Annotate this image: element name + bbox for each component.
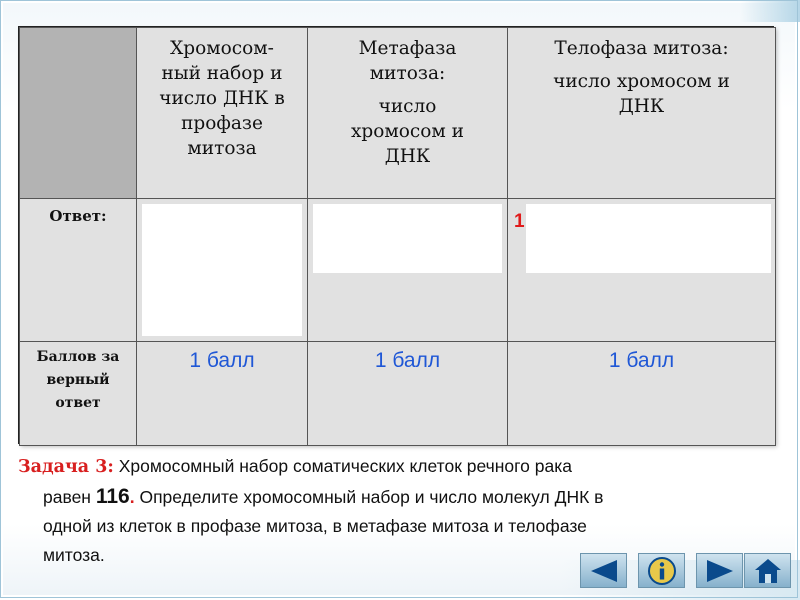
header-prophase-line: Хромосом-: [170, 38, 274, 59]
task-dot: .: [129, 487, 135, 507]
task-chromosome-number: 116: [95, 485, 130, 508]
score-row-label-cell: [20, 342, 137, 446]
header-prophase-line: митоза: [187, 138, 257, 159]
answer-telophase-field[interactable]: [526, 204, 771, 273]
mitosis-table: [18, 26, 774, 444]
score-row-label-line: Баллов за: [36, 349, 120, 365]
answer-telophase-cell: [508, 199, 776, 342]
home-button[interactable]: [744, 553, 791, 588]
answer-row-label-cell: [20, 199, 137, 342]
task-line-2-end: Определите хромосомный набор и число молекул ДНК в: [134, 487, 604, 507]
header-prophase-line: профазе: [181, 113, 263, 134]
task-line-4: митоза.: [43, 545, 105, 565]
header-telophase-line: число хромосом и: [553, 71, 730, 92]
header-prophase: [137, 28, 308, 199]
header-metaphase-line: хромосом и: [350, 121, 465, 142]
score-row-label-line: ответ: [55, 395, 101, 411]
score-telophase: 1 балл: [608, 349, 675, 372]
forward-button[interactable]: [696, 553, 743, 588]
answer-telophase-mark: 1: [514, 211, 525, 232]
forward-arrow-icon: [705, 559, 735, 583]
task-line-1: Хромосомный набор соматических клеток речного рака: [118, 456, 572, 476]
score-metaphase: 1 балл: [374, 349, 441, 372]
header-prophase-line: ный набор и: [161, 63, 283, 84]
home-icon: [753, 557, 783, 585]
header-metaphase-line: число: [378, 96, 437, 117]
answer-prophase-field[interactable]: [142, 204, 302, 336]
score-metaphase-cell: [308, 342, 508, 446]
score-row-label-line: верный: [46, 372, 110, 388]
task-line-2-start: равен: [43, 487, 96, 507]
answer-metaphase-field[interactable]: [313, 204, 502, 273]
header-metaphase-line: ДНК: [384, 146, 431, 167]
answer-prophase-cell: [137, 199, 308, 342]
task-title: Задача 3:: [18, 457, 114, 477]
header-telophase: [508, 28, 776, 199]
header-telophase-line: ДНК: [618, 96, 665, 117]
table-corner-cell: [20, 28, 137, 199]
header-metaphase-line: Метафаза: [358, 38, 457, 59]
score-telophase-cell: [508, 342, 776, 446]
info-icon: [647, 556, 677, 586]
info-button[interactable]: [638, 553, 685, 588]
header-telophase-line: Телофаза митоза:: [554, 38, 729, 59]
answer-row-label: Ответ:: [49, 207, 107, 225]
header-prophase-line: число ДНК в: [159, 88, 285, 109]
answer-metaphase-cell: [308, 199, 508, 342]
header-metaphase: [308, 28, 508, 199]
back-arrow-icon: [589, 559, 619, 583]
header-metaphase-line: митоза:: [369, 63, 446, 84]
score-prophase-cell: [137, 342, 308, 446]
task-line-3: одной из клеток в профазе митоза, в метафазе митоза и телофазе: [43, 516, 587, 536]
back-button[interactable]: [580, 553, 627, 588]
score-prophase: 1 балл: [189, 349, 255, 372]
